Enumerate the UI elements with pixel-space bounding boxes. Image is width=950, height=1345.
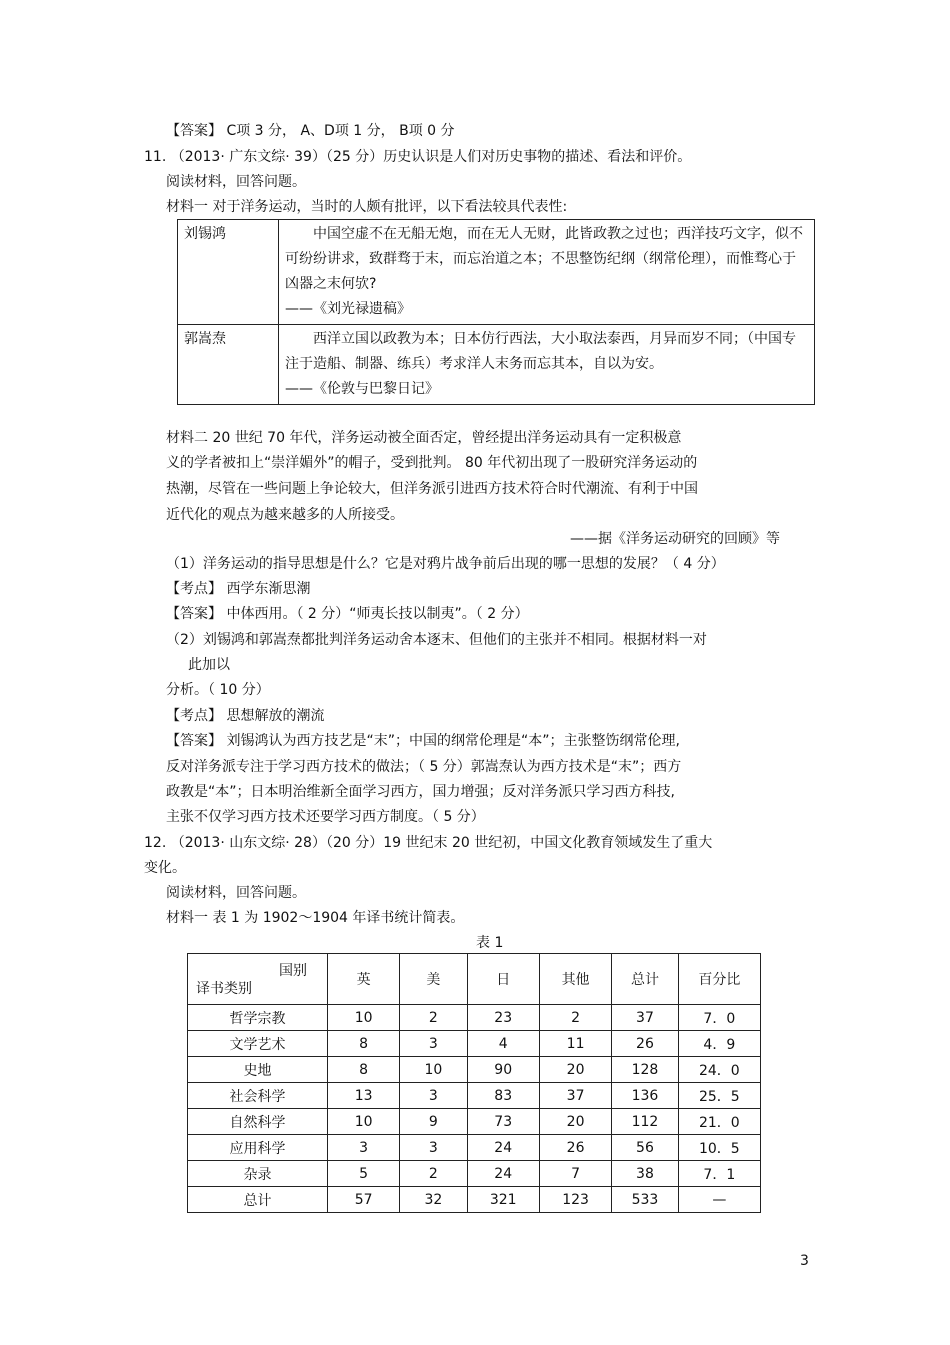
table-cell: 533 (612, 1187, 678, 1213)
row-category: 自然科学 (188, 1109, 328, 1135)
table-cell: — (678, 1187, 760, 1213)
table-cell: 37 (539, 1083, 611, 1109)
table-cell: 123 (539, 1187, 611, 1213)
table-cell: 26 (539, 1135, 611, 1161)
column-header: 总计 (612, 954, 678, 1005)
table-cell: 11 (539, 1031, 611, 1057)
table-cell: 20 (539, 1109, 611, 1135)
table-cell: 2 (539, 1005, 611, 1031)
table-cell: 112 (612, 1109, 678, 1135)
table-cell: 7 (539, 1161, 611, 1187)
table-cell: 7．0 (678, 1005, 760, 1031)
question-12-title: 12. （2013· 山东文综· 28）（20 分）19 世纪末 20 世纪初，中国文化教育领域发生了重大 (144, 835, 713, 851)
material-2-line: 材料二 20 世纪 70 年代，洋务运动被全面否定，曾经提出洋务运动具有一定积极意 (166, 430, 682, 446)
person-name: 刘锡鸿 (178, 220, 279, 325)
quote-cell (279, 325, 815, 405)
table-cell: 24 (467, 1161, 539, 1187)
table-cell: 24．0 (678, 1057, 760, 1083)
page-number: 3 (800, 1253, 809, 1269)
table-row (188, 1135, 761, 1161)
row-category: 文学艺术 (188, 1031, 328, 1057)
quote-text: 中国空虚不在无船无炮，而在无人无财，此皆政教之过也；西洋技巧文字，似不可纷纷讲求，致群骛于末，而忘治道之本；不思整饬纪纲（纲常伦理），而惟骛心于凶器之末何欤? (285, 226, 803, 292)
column-header: 日 (467, 954, 539, 1005)
material-2-line: 近代化的观点为越来越多的人所接受。 (166, 507, 404, 523)
table-cell: 26 (612, 1031, 678, 1057)
table-cell: 10 (328, 1109, 400, 1135)
answer-2-cont: 反对洋务派专注于学习西方技术的做法；（ 5 分）郭嵩焘认为西方技术是“末”；西方 (166, 759, 682, 775)
row-category: 杂录 (188, 1161, 328, 1187)
quote-source: ——《刘光禄遗稿》 (285, 301, 411, 317)
question-11-title: 11. （2013· 广东文综· 39）（25 分）历史认识是人们对历史事物的描述、看法和评价。 (144, 149, 692, 165)
table-cell: 128 (612, 1057, 678, 1083)
table-cell: 21．0 (678, 1109, 760, 1135)
row-category: 哲学宗教 (188, 1005, 328, 1031)
column-header: 英 (328, 954, 400, 1005)
quote-cell (279, 220, 815, 325)
table-header-row (188, 954, 761, 1005)
table-cell: 8 (328, 1057, 400, 1083)
question-2-cont: 此加以 (188, 657, 230, 673)
table-cell: 83 (467, 1083, 539, 1109)
table-cell: 4．9 (678, 1031, 760, 1057)
table-body (188, 1005, 761, 1213)
table-row (188, 1187, 761, 1213)
table-cell: 23 (467, 1005, 539, 1031)
row-category: 社会科学 (188, 1083, 328, 1109)
material-1-table (177, 219, 815, 405)
answer-line-10: 【答案】 C项 3 分， A、D项 1 分， B项 0 分 (166, 123, 455, 139)
table-cell: 10 (400, 1057, 467, 1083)
read-instruction: 阅读材料，回答问题。 (166, 174, 306, 190)
table-caption: 表 1 (476, 935, 504, 951)
corner-category-label: 译书类别 (196, 981, 252, 997)
table-cell: 7．1 (678, 1161, 760, 1187)
table-cell: 136 (612, 1083, 678, 1109)
table-cell: 57 (328, 1187, 400, 1213)
quote-text: 西洋立国以政教为本；日本仿行西法，大小取法泰西，月异而岁不同；（中国专注于造船、制器、练兵）考求洋人末务而忘其本，自以为安。 (285, 331, 796, 372)
corner-country-label: 国别 (279, 963, 307, 979)
material-1-intro-12: 材料一 表 1 为 1902～1904 年译书统计简表。 (166, 910, 465, 926)
question-2: （2）刘锡鸿和郭嵩焘都批判洋务运动舍本逐末、但他们的主张并不相同。根据材料一对 (166, 632, 707, 648)
row-category: 应用科学 (188, 1135, 328, 1161)
material-2-source: ——据《洋务运动研究的回顾》等 (570, 531, 780, 547)
column-header: 其他 (539, 954, 611, 1005)
table-cell: 9 (400, 1109, 467, 1135)
corner-header (188, 954, 328, 1005)
person-name: 郭嵩焘 (178, 325, 279, 405)
answer-1: 【答案】 中体西用。（ 2 分）“师夷长技以制夷”。（ 2 分） (166, 606, 529, 622)
question-2-cont: 分析。（ 10 分） (166, 682, 270, 698)
answer-2-cont: 主张不仅学习西方技术还要学习西方制度。（ 5 分） (166, 809, 485, 825)
answer-2: 【答案】 刘锡鸿认为西方技艺是“末”；中国的纲常伦理是“本”；主张整饬纲常伦理, (166, 733, 680, 749)
table-cell: 3 (328, 1135, 400, 1161)
table-cell: 4 (467, 1031, 539, 1057)
table-row (188, 1057, 761, 1083)
answer-2-cont: 政教是“本”；日本明治维新全面学习西方，国力增强；反对洋务派只学习西方科技, (166, 784, 675, 800)
column-header: 百分比 (678, 954, 760, 1005)
material-2-line: 义的学者被扣上“崇洋媚外”的帽子，受到批判。 80 年代初出现了一股研究洋务运动的 (166, 455, 698, 471)
material-1-intro: 材料一 对于洋务运动，当时的人颇有批评，以下看法较具代表性: (166, 199, 568, 215)
table-row (188, 1161, 761, 1187)
table-cell: 10．5 (678, 1135, 760, 1161)
table-cell: 8 (328, 1031, 400, 1057)
key-point-2: 【考点】 思想解放的潮流 (166, 708, 325, 724)
table-cell: 56 (612, 1135, 678, 1161)
table-cell: 321 (467, 1187, 539, 1213)
column-header: 美 (400, 954, 467, 1005)
row-category: 总计 (188, 1187, 328, 1213)
table-row (188, 1083, 761, 1109)
table-cell: 2 (400, 1005, 467, 1031)
table-cell: 73 (467, 1109, 539, 1135)
table-cell: 13 (328, 1083, 400, 1109)
table-cell: 5 (328, 1161, 400, 1187)
table-row (188, 1005, 761, 1031)
table-cell: 20 (539, 1057, 611, 1083)
table-cell: 38 (612, 1161, 678, 1187)
table-cell: 32 (400, 1187, 467, 1213)
question-1: （1）洋务运动的指导思想是什么？它是对鸦片战争前后出现的哪一思想的发展？（ 4 分） (166, 556, 725, 572)
key-point-1: 【考点】 西学东渐思潮 (166, 581, 311, 597)
table-row (178, 220, 815, 325)
table-cell: 3 (400, 1135, 467, 1161)
quote-source: ——《伦敦与巴黎日记》 (285, 381, 439, 397)
table-cell: 37 (612, 1005, 678, 1031)
table-cell: 90 (467, 1057, 539, 1083)
question-12-cont: 变化。 (144, 860, 186, 876)
table-cell: 10 (328, 1005, 400, 1031)
read-instruction: 阅读材料，回答问题。 (166, 885, 306, 901)
table-cell: 24 (467, 1135, 539, 1161)
translation-stats-table (187, 953, 761, 1213)
table-cell: 3 (400, 1083, 467, 1109)
table-cell: 25．5 (678, 1083, 760, 1109)
row-category: 史地 (188, 1057, 328, 1083)
table-cell: 2 (400, 1161, 467, 1187)
table-row (188, 1109, 761, 1135)
table-cell: 3 (400, 1031, 467, 1057)
table-row (178, 325, 815, 405)
table-row (188, 1031, 761, 1057)
material-2-line: 热潮，尽管在一些问题上争论较大，但洋务派引进西方技术符合时代潮流、有利于中国 (166, 481, 698, 497)
